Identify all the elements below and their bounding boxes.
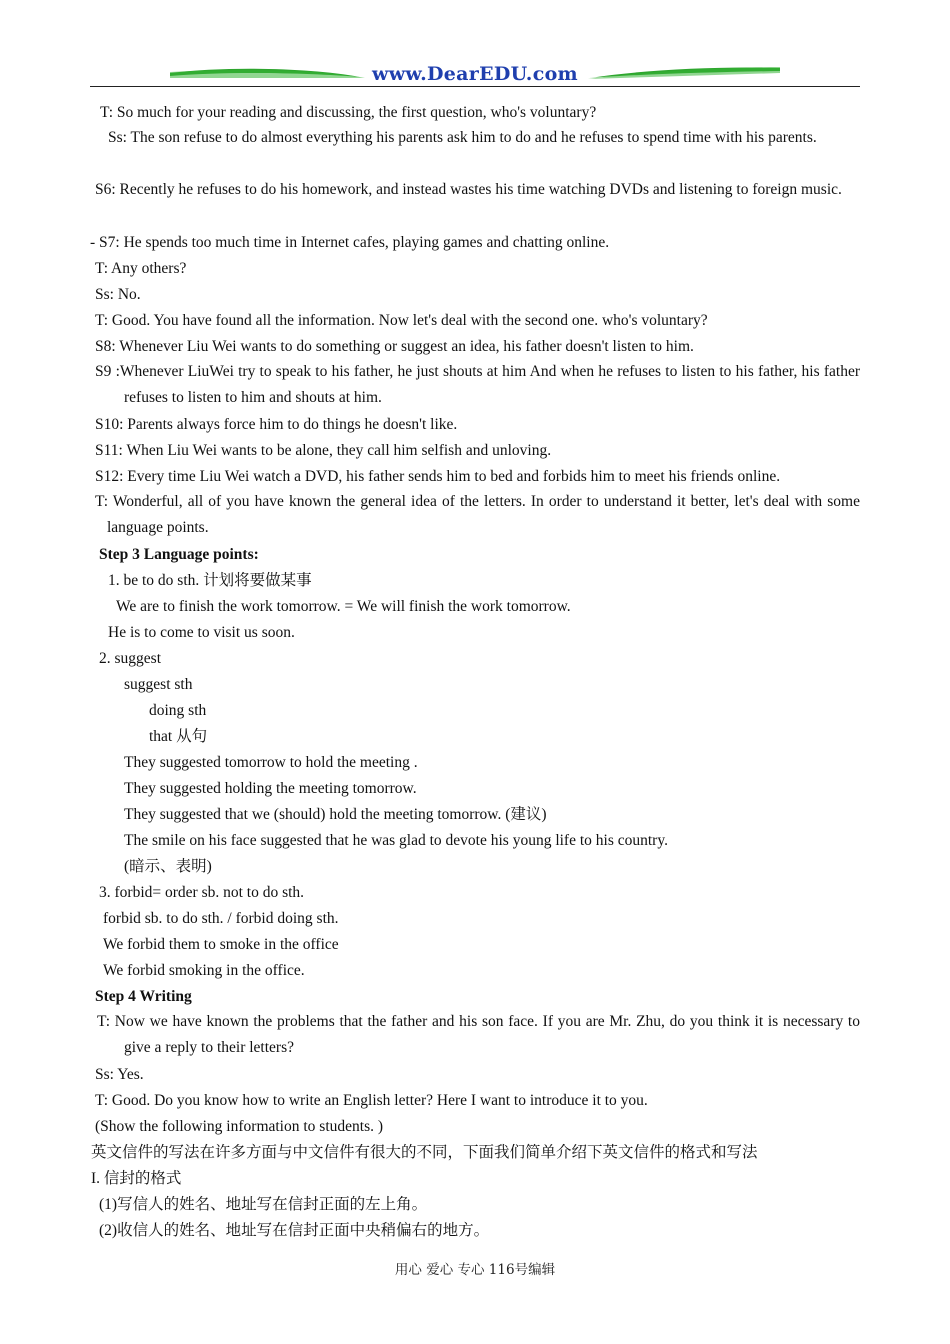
dialogue-line: T: Good. You have found all the information. Now let's deal with the second one. who's voluntary? [95, 312, 708, 329]
dialogue-line: S6: Recently he refuses to do his homework, and instead wastes his time watching DVDs and listening to foreign music. [95, 181, 842, 198]
site-brand: www.DearEDU.com [372, 63, 578, 85]
example-sentence: The smile on his face suggested that he was glad to devote his young life to his country. [124, 832, 668, 849]
example-sentence: They suggested holding the meeting tomorrow. [124, 780, 417, 797]
dialogue-line: Ss: Yes. [95, 1066, 144, 1083]
dialogue-line: S8: Whenever Liu Wei wants to do something or suggest an idea, his father doesn't listen to him. [95, 338, 694, 355]
language-point: 1. be to do sth. 计划将要做某事 [108, 572, 312, 589]
chinese-heading: I. 信封的格式 [91, 1170, 182, 1187]
dialogue-line: T: So much for your reading and discussing, the first question, who's voluntary? [100, 104, 597, 121]
chinese-item: (1)写信人的姓名、地址写在信封正面的左上角。 [99, 1196, 428, 1213]
example-sentence: We forbid smoking in the office. [103, 962, 305, 979]
dialogue-line: - S7: He spends too much time in Internet cafes, playing games and chatting online. [90, 234, 610, 251]
language-point: 2. suggest [99, 650, 161, 667]
chinese-paragraph: 英文信件的写法在许多方面与中文信件有很大的不同，下面我们简单介绍下英文信件的格式和写法 [91, 1144, 758, 1161]
usage-pattern: forbid sb. to do sth. / forbid doing sth. [103, 910, 339, 927]
instruction-note: (Show the following information to students. ) [95, 1118, 384, 1135]
dialogue-line: S10: Parents always force him to do things he doesn't like. [95, 416, 458, 433]
page-footer: 用心 爱心 专心 116号编辑 [394, 1262, 556, 1278]
example-note: (暗示、表明) [124, 858, 212, 875]
dialogue-line: T: Good. Do you know how to write an English letter? Here I want to introduce it to you. [95, 1092, 648, 1109]
dialogue-line: T: Now we have known the problems that the father and his son face. If you are Mr. Zhu, do you think it is necessary to give a reply to their letters? [97, 1013, 860, 1056]
chinese-item: (2)收信人的姓名、地址写在信封正面中央稍偏右的地方。 [99, 1222, 490, 1239]
example-sentence: They suggested tomorrow to hold the meeting . [124, 754, 418, 771]
usage-pattern: doing sth [149, 702, 207, 719]
dialogue-line: S9 :Whenever LiuWei try to speak to his father, he just shouts at him And when he refuses to listen to his father, his father refuses to listen to him and shouts at him. [95, 363, 860, 406]
example-sentence: He is to come to visit us soon. [108, 624, 295, 641]
example-sentence: They suggested that we (should) hold the meeting tomorrow. (建议) [124, 806, 547, 823]
section-heading: Step 3 Language points: [99, 546, 259, 563]
dialogue-line: T: Wonderful, all of you have known the general idea of the letters. In order to understand it better, let's deal with some language points. [95, 493, 860, 536]
dialogue-line: S12: Every time Liu Wei watch a DVD, his father sends him to bed and forbids him to meet his friends online. [95, 468, 781, 485]
example-sentence: We forbid them to smoke in the office [103, 936, 339, 953]
usage-pattern: suggest sth [124, 676, 193, 693]
section-heading: Step 4 Writing [95, 988, 192, 1005]
dialogue-line: Ss: The son refuse to do almost everything his parents ask him to do and he refuses to spend time with his parents. [108, 129, 817, 146]
header-rule [90, 86, 860, 87]
dialogue-line: T: Any others? [95, 260, 187, 277]
example-sentence: We are to finish the work tomorrow. = We will finish the work tomorrow. [116, 598, 571, 615]
usage-pattern: that 从句 [149, 728, 208, 745]
dialogue-line: Ss: No. [95, 286, 141, 303]
language-point: 3. forbid= order sb. not to do sth. [99, 884, 305, 901]
dialogue-line: S11: When Liu Wei wants to be alone, they call him selfish and unloving. [95, 442, 552, 459]
page-header [90, 60, 860, 90]
